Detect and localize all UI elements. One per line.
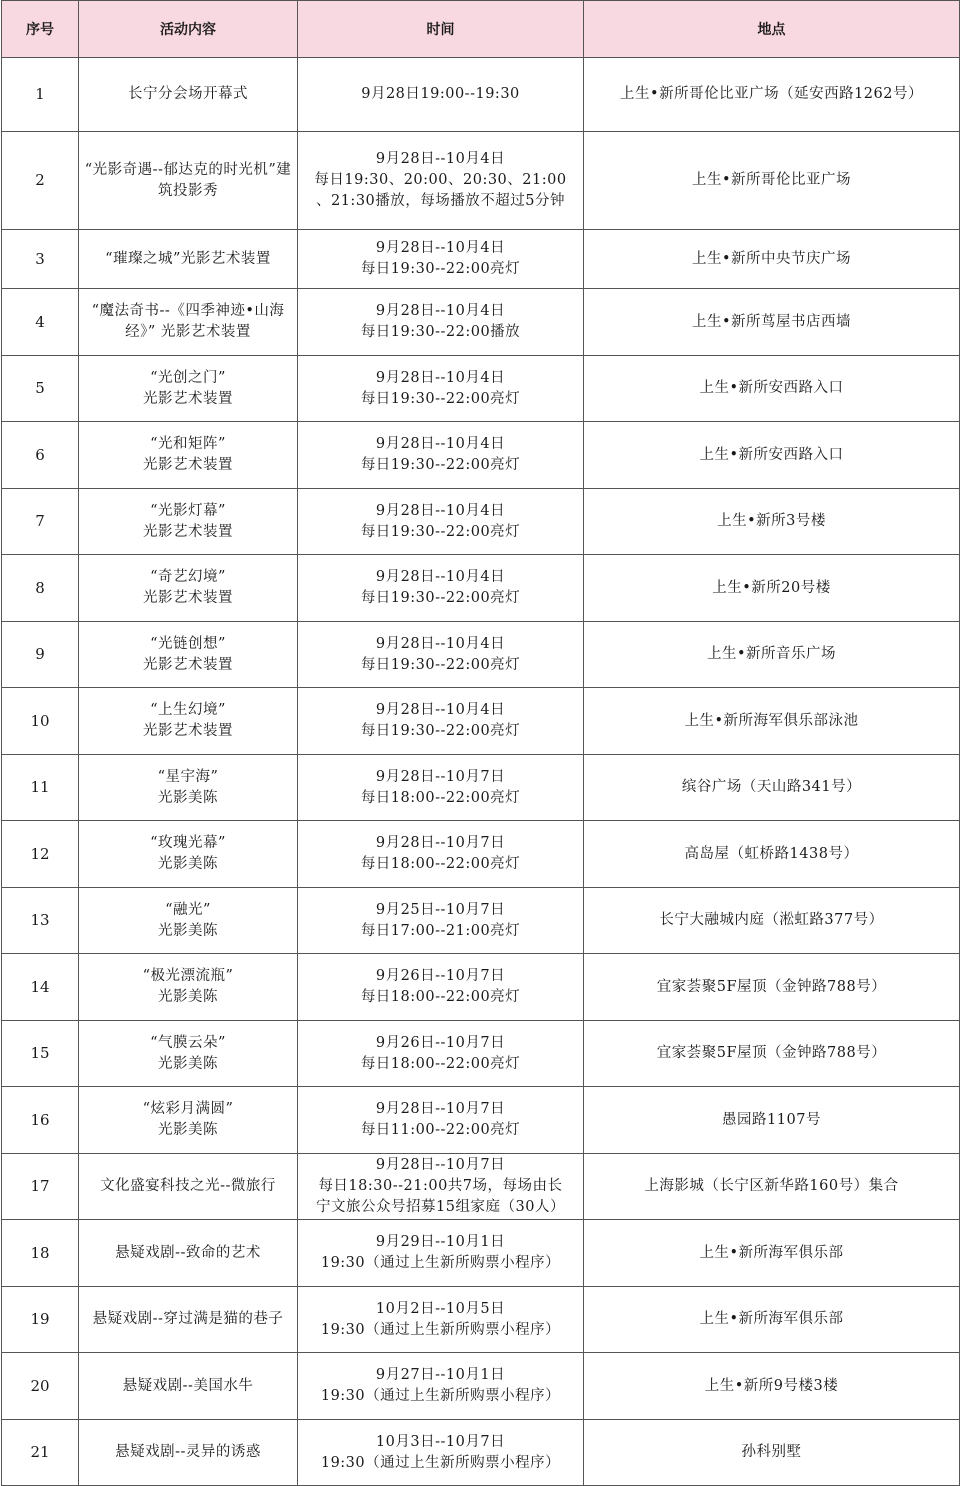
cell-no: 12: [2, 821, 79, 888]
time-line: 9月28日--10月4日: [375, 303, 506, 319]
activity-line: 文化盛宴科技之光--微旅行: [100, 1178, 276, 1194]
table-row: [2, 555, 960, 622]
time-line: 9月28日--10月4日: [375, 151, 506, 167]
header-row: [2, 1, 960, 58]
cell-activity: [79, 555, 298, 622]
cell-activity: [79, 622, 298, 688]
time-line: 9月26日--10月7日: [375, 968, 506, 984]
time-line: 9月28日--10月4日: [375, 635, 506, 652]
cell-place: 上生•新所9号楼3楼: [584, 1353, 960, 1420]
cell-activity: [79, 1287, 298, 1353]
activity-line: “气膜云朵”: [150, 1034, 226, 1051]
activity-line: “上生幻境”: [150, 702, 226, 718]
cell-place: 上生•新所海军俱乐部泳池: [584, 688, 960, 755]
time-line: 每日19:30--22:00亮灯: [360, 656, 521, 673]
time-line: 9月28日--10月4日: [375, 502, 506, 519]
cell-time: [298, 489, 584, 555]
activity-line: “光影奇遇--郁达克的时光机”建筑投影秀: [84, 161, 292, 199]
cell-place: 上生•新所3号楼: [584, 489, 960, 555]
header-no: 序号: [2, 1, 79, 58]
cell-activity: [79, 1220, 298, 1287]
time-line: 每日19:30--22:00播放: [360, 324, 521, 340]
cell-no: 5: [2, 356, 79, 422]
table-row: [2, 888, 960, 954]
activity-line: “极光漂流瓶”: [142, 968, 234, 984]
events-table: [1, 0, 960, 1486]
activity-line: “光和矩阵”: [150, 436, 226, 452]
cell-no: 17: [2, 1154, 79, 1220]
activity-line: 光影艺术装置: [143, 457, 233, 473]
cell-no: 4: [2, 289, 79, 356]
cell-time: [298, 58, 584, 132]
cell-place: 上生•新所中央节庆广场: [584, 230, 960, 289]
time-line: 19:30（通过上生新所购票小程序）: [320, 1255, 561, 1271]
cell-no: 9: [2, 622, 79, 688]
time-line: 每日19:30--22:00亮灯: [360, 723, 521, 739]
time-line: 每日19:30--22:00亮灯: [360, 457, 521, 473]
cell-activity: [79, 356, 298, 422]
cell-place: 上生•新所海军俱乐部: [584, 1287, 960, 1353]
table-row: [2, 821, 960, 888]
cell-no: 19: [2, 1287, 79, 1353]
cell-no: 3: [2, 230, 79, 289]
activity-line: 悬疑戏剧--致命的艺术: [115, 1244, 261, 1261]
cell-activity: [79, 489, 298, 555]
cell-time: [298, 422, 584, 489]
activity-line: “玫瑰光幕”: [150, 835, 226, 851]
cell-time: [298, 1220, 584, 1287]
time-line: 每日18:00--22:00亮灯: [360, 789, 521, 806]
cell-no: 10: [2, 688, 79, 755]
cell-activity: [79, 821, 298, 888]
time-line: 9月28日--10月7日: [375, 835, 506, 851]
cell-time: [298, 1353, 584, 1420]
time-line: 9月28日--10月7日: [375, 1101, 506, 1117]
cell-place: 上生•新所茑屋书店西墙: [584, 289, 960, 356]
time-line: 9月26日--10月7日: [375, 1034, 506, 1051]
time-line: 每日18:00--22:00亮灯: [360, 989, 521, 1005]
cell-time: [298, 1154, 584, 1220]
time-line: 19:30（通过上生新所购票小程序）: [320, 1388, 561, 1404]
activity-line: 光影艺术装置: [143, 723, 233, 739]
activity-line: 光影美陈: [158, 1055, 218, 1072]
activity-line: “星宇海”: [157, 768, 219, 785]
activity-line: “璀璨之城”光影艺术装置: [105, 250, 271, 267]
cell-activity: [79, 1353, 298, 1420]
cell-time: [298, 289, 584, 356]
time-line: 10月3日--10月7日: [375, 1433, 506, 1450]
cell-activity: [79, 755, 298, 821]
cell-time: [298, 1021, 584, 1087]
cell-place: 上生•新所安西路入口: [584, 422, 960, 489]
cell-time: [298, 688, 584, 755]
cell-activity: [79, 422, 298, 489]
table-row: [2, 356, 960, 422]
time-line: 每日11:00--22:00亮灯: [360, 1122, 521, 1138]
cell-activity: [79, 1087, 298, 1154]
cell-activity: [79, 1021, 298, 1087]
time-line: 10月2日--10月5日: [375, 1300, 506, 1317]
cell-time: [298, 821, 584, 888]
table-row: [2, 688, 960, 755]
table-row: [2, 58, 960, 132]
cell-no: 14: [2, 954, 79, 1021]
cell-time: [298, 888, 584, 954]
cell-place: 上生•新所海军俱乐部: [584, 1220, 960, 1287]
time-line: 9月28日--10月4日: [375, 702, 506, 718]
activity-line: “奇艺幻境”: [150, 569, 226, 585]
cell-activity: [79, 289, 298, 356]
cell-no: 11: [2, 755, 79, 821]
table-row: [2, 622, 960, 688]
time-line: 每日18:30--21:00共7场，每场由长: [318, 1178, 563, 1194]
activity-line: 光影艺术装置: [143, 523, 233, 540]
time-line: 9月29日--10月1日: [375, 1234, 506, 1250]
activity-line: 光影美陈: [158, 1122, 218, 1138]
time-line: 9月25日--10月7日: [375, 901, 506, 918]
time-line: 、21:30播放，每场播放不超过5分钟: [315, 193, 565, 209]
cell-activity: [79, 688, 298, 755]
header-time: 时间: [298, 1, 584, 58]
time-line: 每日18:00--22:00亮灯: [360, 1055, 521, 1072]
cell-place: 上海影城（长宁区新华路160号）集合: [584, 1154, 960, 1220]
table-row: [2, 230, 960, 289]
table-row: [2, 1154, 960, 1220]
cell-place: 上生•新所安西路入口: [584, 356, 960, 422]
table-row: [2, 954, 960, 1021]
cell-no: 18: [2, 1220, 79, 1287]
cell-place: 上生•新所20号楼: [584, 555, 960, 622]
table-row: [2, 422, 960, 489]
time-line: 每日19:30--22:00亮灯: [360, 261, 521, 277]
table-body: [2, 58, 960, 1486]
header-place: 地点: [584, 1, 960, 58]
time-line: 19:30（通过上生新所购票小程序）: [320, 1454, 561, 1471]
cell-place: 宜家荟聚5F屋顶（金钟路788号）: [584, 1021, 960, 1087]
activity-line: “光创之门”: [150, 369, 226, 386]
time-line: 9月28日--10月4日: [375, 240, 506, 256]
activity-line: 长宁分会场开幕式: [128, 86, 248, 102]
cell-activity: [79, 1420, 298, 1486]
activity-line: “魔法奇书--《四季神迹•山海经》” 光影艺术装置: [91, 303, 285, 340]
cell-no: 2: [2, 132, 79, 230]
cell-place: 愚园路1107号: [584, 1087, 960, 1154]
activity-line: 悬疑戏剧--美国水牛: [122, 1377, 254, 1394]
cell-time: [298, 1420, 584, 1486]
header-activity: 活动内容: [79, 1, 298, 58]
activity-line: 光影艺术装置: [143, 390, 233, 407]
time-line: 9月27日--10月1日: [375, 1367, 506, 1383]
cell-place: 孙科别墅: [584, 1420, 960, 1486]
activity-line: “光链创想”: [150, 635, 226, 652]
activity-line: 光影美陈: [158, 789, 218, 806]
time-line: 每日18:00--22:00亮灯: [360, 856, 521, 872]
time-line: 9月28日--10月4日: [375, 436, 506, 452]
activity-line: “光影灯幕”: [150, 502, 226, 519]
activity-line: 光影美陈: [158, 989, 218, 1005]
time-line: 每日19:30--22:00亮灯: [360, 390, 521, 407]
time-line: 9月28日--10月7日: [375, 1157, 506, 1173]
time-line: 9月28日--10月4日: [375, 569, 506, 585]
cell-time: [298, 954, 584, 1021]
activity-line: 悬疑戏剧--穿过满是猫的巷子: [92, 1311, 284, 1327]
time-line: 每日19:30--22:00亮灯: [360, 590, 521, 606]
activity-line: 悬疑戏剧--灵异的诱惑: [115, 1444, 261, 1460]
time-line: 每日19:30--22:00亮灯: [360, 523, 521, 540]
time-line: 每日17:00--21:00亮灯: [360, 922, 521, 939]
cell-no: 8: [2, 555, 79, 622]
activity-line: “炫彩月满圆”: [142, 1101, 234, 1117]
table-row: [2, 1087, 960, 1154]
cell-activity: [79, 888, 298, 954]
table-row: [2, 289, 960, 356]
table-row: [2, 755, 960, 821]
cell-no: 1: [2, 58, 79, 132]
cell-no: 15: [2, 1021, 79, 1087]
table-row: [2, 132, 960, 230]
cell-activity: [79, 58, 298, 132]
cell-place: 上生•新所哥伦比亚广场（延安西路1262号）: [584, 58, 960, 132]
cell-place: 上生•新所哥伦比亚广场: [584, 132, 960, 230]
cell-time: [298, 132, 584, 230]
cell-time: [298, 356, 584, 422]
cell-place: 高岛屋（虹桥路1438号）: [584, 821, 960, 888]
time-line: 9月28日19:00--19:30: [361, 86, 520, 102]
activity-line: 光影艺术装置: [143, 590, 233, 606]
table-row: [2, 1220, 960, 1287]
table-row: [2, 489, 960, 555]
activity-line: 光影艺术装置: [143, 656, 233, 673]
time-line: 19:30（通过上生新所购票小程序）: [320, 1321, 561, 1338]
cell-place: 长宁大融城内庭（淞虹路377号）: [584, 888, 960, 954]
time-line: 9月28日--10月7日: [375, 768, 506, 785]
cell-activity: [79, 954, 298, 1021]
cell-activity: [79, 132, 298, 230]
cell-no: 7: [2, 489, 79, 555]
cell-no: 21: [2, 1420, 79, 1486]
time-line: 宁文旅公众号招募15组家庭（30人）: [316, 1199, 565, 1215]
cell-time: [298, 555, 584, 622]
activity-line: 光影美陈: [158, 922, 218, 939]
cell-time: [298, 230, 584, 289]
cell-place: 宜家荟聚5F屋顶（金钟路788号）: [584, 954, 960, 1021]
table-row: [2, 1420, 960, 1486]
cell-time: [298, 755, 584, 821]
time-line: 9月28日--10月4日: [375, 369, 506, 386]
cell-time: [298, 1087, 584, 1154]
cell-time: [298, 622, 584, 688]
cell-activity: [79, 230, 298, 289]
cell-no: 13: [2, 888, 79, 954]
table-row: [2, 1287, 960, 1353]
cell-no: 6: [2, 422, 79, 489]
cell-time: [298, 1287, 584, 1353]
cell-activity: [79, 1154, 298, 1220]
cell-place: 缤谷广场（天山路341号）: [584, 755, 960, 821]
activity-line: “融光”: [165, 901, 211, 918]
table-row: [2, 1021, 960, 1087]
cell-no: 20: [2, 1353, 79, 1420]
table-row: [2, 1353, 960, 1420]
time-line: 每日19:30、20:00、20:30、21:00: [314, 172, 567, 188]
cell-no: 16: [2, 1087, 79, 1154]
cell-place: 上生•新所音乐广场: [584, 622, 960, 688]
activity-line: 光影美陈: [158, 856, 218, 872]
